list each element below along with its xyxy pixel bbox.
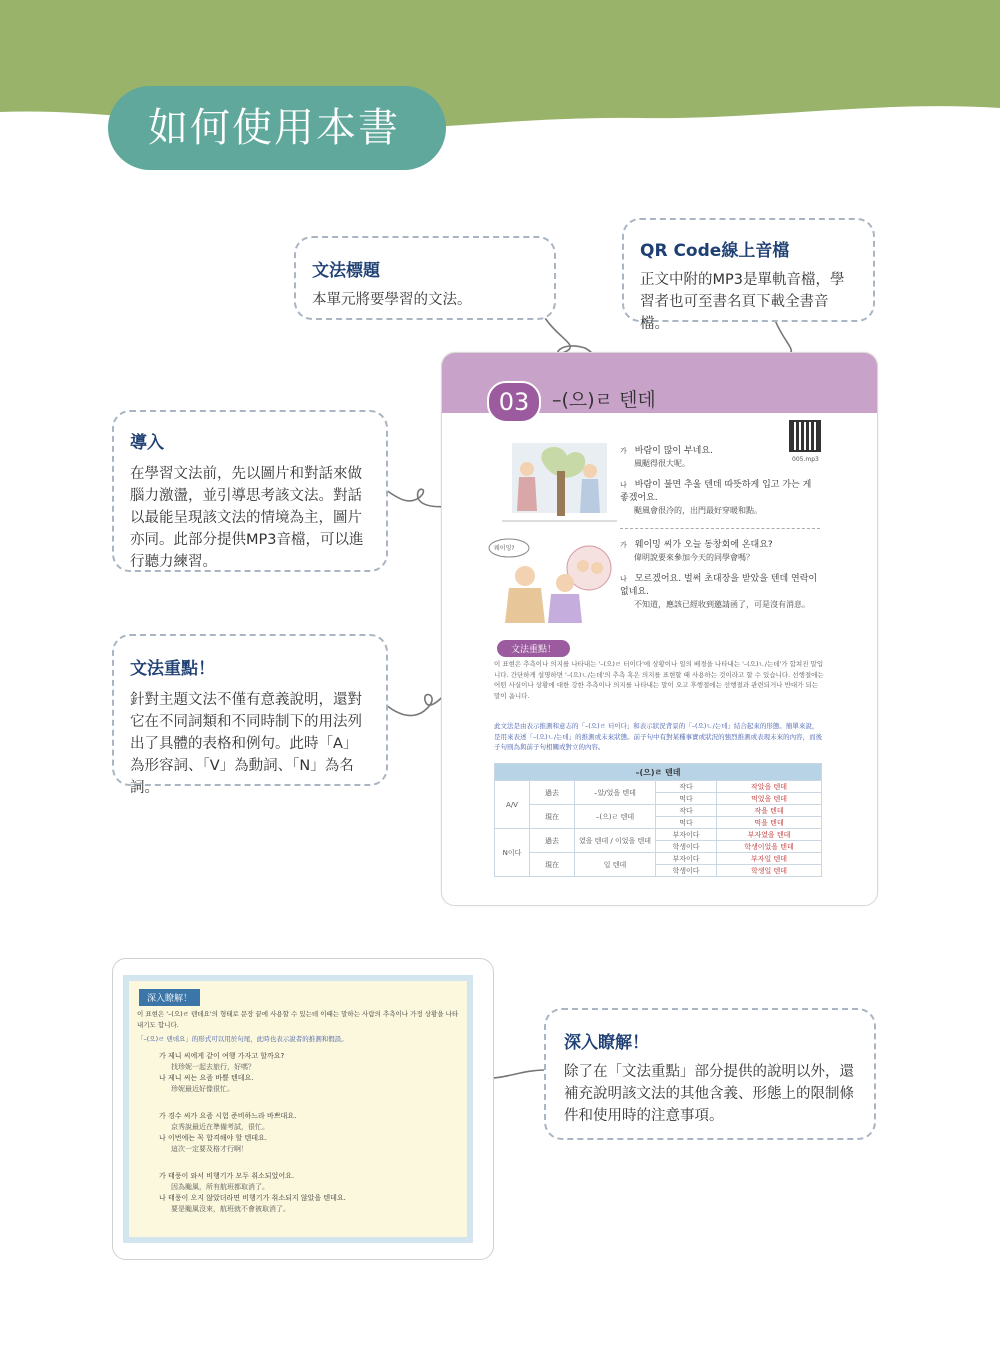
- table-row: [495, 781, 822, 793]
- example-block: [159, 1171, 459, 1215]
- dialog-zh: 偉明說要來參加今天的同學會嗎？: [634, 553, 754, 562]
- example-kr: 나 태풍이 오지 않았더라면 비행기가 취소되지 않았을 텐데요.: [159, 1194, 346, 1202]
- deep-kr: 이 표현은 '–(으)ㄹ 텐데요'의 형태로 문장 끝에 사용할 수 있는데 이때는 말하는 사람의 추측이나 가정 상황을 나타내기도 합니다.: [137, 1010, 459, 1029]
- table-row: [495, 829, 822, 841]
- table-cell: 학생일 텐데: [717, 865, 822, 877]
- table-cell: 작을 텐데: [717, 805, 822, 817]
- example-block: [159, 1051, 459, 1095]
- sample-deep-section: [112, 958, 494, 1260]
- callout-body: 針對主題文法不僅有意義說明，還對它在不同詞類和不同時制下的用法列出了具體的表格和例句。此時「A」為形容詞、「V」為動詞、「N」為名詞。: [130, 692, 362, 796]
- table-row: [495, 853, 822, 865]
- speaker: 가: [620, 447, 627, 455]
- callout-qr-code: [622, 218, 875, 332]
- dialog-line: [620, 573, 825, 611]
- deep-tag: 深入瞭解！: [139, 989, 200, 1006]
- callout-grammar-focus: [112, 634, 388, 796]
- callout-grammar-title: [294, 236, 556, 320]
- divider: [620, 528, 820, 529]
- callout-intro: [112, 410, 388, 572]
- dialog-zh: 風颳得很大呢。: [634, 459, 690, 468]
- deep-panel: [123, 975, 473, 1243]
- table-cell: 였을 텐데 / 이었을 텐데: [575, 829, 656, 853]
- example-kr: 나 이번에는 꼭 합격해야 할 텐데요.: [159, 1134, 268, 1142]
- dialog-line: [620, 479, 820, 517]
- table-cell: 작았을 텐데: [717, 781, 822, 793]
- example-kr: 나 제니 씨는 요즘 바쁠 텐데요.: [159, 1074, 254, 1082]
- table-cell: 학생이었을 텐데: [717, 841, 822, 853]
- focus-zh: 此文法是由表示推測和意志的「–(으)ㄹ 터이다」和表示狀況背景的「–(으)ㄴ/는데」結合起來的形態。簡單來說，是用來表述「–(으)ㄴ/는데」的推測或未來狀態。前子句中有對某種事實或狀況的強烈推測或表現未來的內容，而後子句則為與前子句相關或對立的內容。: [494, 722, 823, 751]
- grammar-focus-tag: 文法重點！: [497, 640, 570, 657]
- table-cell: 過去: [530, 781, 575, 805]
- dialog-line: [620, 445, 835, 470]
- table-cell: 過去: [530, 829, 575, 853]
- callout-body: 本單元將要學習的文法。: [312, 292, 472, 308]
- dialog-zh: 颳風會很冷的，出門最好穿暖和點。: [634, 506, 762, 515]
- page-title: 如何使用本書: [108, 86, 446, 170]
- focus-kr: 이 표현은 추측이나 의지를 나타내는 '–(으)ㄹ 터이다'에 상황이나 일의 배경을 나타내는 '–(으)ㄴ/는데'가 합쳐진 말입니다. 간단하게 설명하면 '–(으)ㄴ/는데'의 추측 혹은 의지를 표현할 때 사용하는 것이라고 할 수 있습니다. 선행절에는 어떤 사실이나 상황에 대한 강한 추측이나 의지를 나타내는 말이 오고 후행절에는 선행절과 관련되거나 반대가 되는 말이 옵니다.: [494, 660, 824, 700]
- example-kr: 가 경수 씨가 요즘 시험 준비하느라 바쁘대요.: [159, 1112, 297, 1120]
- speaker: 가: [620, 541, 627, 549]
- dialog-kr: 바람이 많이 부네요.: [634, 446, 713, 456]
- example-zh: 找珍妮一起去旅行，好嗎？: [171, 1063, 255, 1071]
- example-zh: 因為颱風，所有航班都取消了。: [171, 1183, 269, 1191]
- example-kr: 가 태풍이 와서 비행기가 모두 취소되었어요.: [159, 1172, 295, 1180]
- table-header: –(으)ㄹ 텐데: [495, 764, 822, 781]
- callout-heading: 深入瞭解！: [564, 1033, 649, 1053]
- table-cell: 現在: [530, 805, 575, 829]
- table-cell: 먹었을 텐데: [717, 793, 822, 805]
- speech-bubble: 웨이밍?: [494, 545, 515, 552]
- table-cell: 부자이다: [656, 829, 717, 841]
- example-zh: 要是颱風沒來，航班就不會被取消了。: [171, 1205, 290, 1213]
- example-block: [159, 1111, 459, 1155]
- dialog-zh: 不知道，應該已經收到邀請函了，可是沒有消息。: [634, 600, 810, 609]
- table-cell: 부자였을 텐데: [717, 829, 822, 841]
- table-cell: 現在: [530, 853, 575, 877]
- example-zh: 這次一定要及格才行啊！: [171, 1145, 248, 1153]
- table-cell: 학생이다: [656, 841, 717, 853]
- grammar-table: [494, 763, 822, 877]
- audio-label: 005.mp3: [792, 456, 819, 463]
- lesson-title: –(으)ㄹ 텐데: [552, 389, 656, 411]
- dialog-line: [620, 539, 835, 564]
- table-row: [495, 805, 822, 817]
- table-cell: 일 텐데: [575, 853, 656, 877]
- table-cell: 작다: [656, 805, 717, 817]
- table-cell: A/V: [495, 781, 530, 829]
- dialog-kr: 웨이밍 씨가 오늘 동창회에 온대요?: [634, 540, 773, 550]
- callout-heading: 文法重點！: [130, 659, 215, 679]
- dialog-kr: 모르겠어요. 벌써 초대장을 받았을 텐데 연락이 없네요.: [620, 574, 818, 597]
- lesson-number: 03: [487, 381, 541, 423]
- callout-deep: [544, 1008, 876, 1140]
- speaker: 나: [620, 575, 627, 583]
- wind-illustration: [502, 441, 617, 531]
- callout-body: 在學習文法前，先以圖片和對話來做腦力激盪，並引導思考該文法。對話以最能呈現該文法的情境為主，圖片亦同。此部分提供MP3音檔，可以進行聽力練習。: [130, 466, 364, 570]
- deep-zh: 「–(으)ㄹ 텐데요」的形式可以用於句尾，此時也表示說者的推測和假設。: [137, 1035, 348, 1043]
- table-cell: 부자일 텐데: [717, 853, 822, 865]
- callout-heading: 導入: [130, 433, 164, 453]
- table-cell: 부자이다: [656, 853, 717, 865]
- dialog-kr: 바람이 불면 추울 텐데 따뜻하게 입고 가는 게 좋겠어요.: [620, 480, 812, 503]
- table-cell: 작다: [656, 781, 717, 793]
- table-cell: –(으)ㄹ 텐데: [575, 805, 656, 829]
- callout-heading: QR Code線上音檔: [640, 241, 790, 261]
- callout-body: 除了在「文法重點」部分提供的說明以外，還補充說明該文法的其他含義、形態上的限制條件和使用時的注意事項。: [564, 1064, 854, 1124]
- example-kr: 가 제니 씨에게 같이 여행 가자고 할까요?: [159, 1052, 285, 1060]
- table-cell: 먹다: [656, 793, 717, 805]
- table-cell: –았/었을 텐데: [575, 781, 656, 805]
- table-cell: 학생이다: [656, 865, 717, 877]
- table-cell: 먹을 텐데: [717, 817, 822, 829]
- example-zh: 京秀說最近在準備考試，很忙。: [171, 1123, 269, 1131]
- callout-heading: 文法標題: [312, 261, 380, 281]
- speaker: 나: [620, 481, 627, 489]
- table-cell: 먹다: [656, 817, 717, 829]
- example-zh: 珍妮最近好像很忙。: [171, 1085, 234, 1093]
- table-cell: N이다: [495, 829, 530, 877]
- sample-lesson-page: [441, 352, 878, 906]
- callout-body: 正文中附的MP3是單軌音檔，學習者也可至書名頁下載全書音檔。: [640, 272, 845, 332]
